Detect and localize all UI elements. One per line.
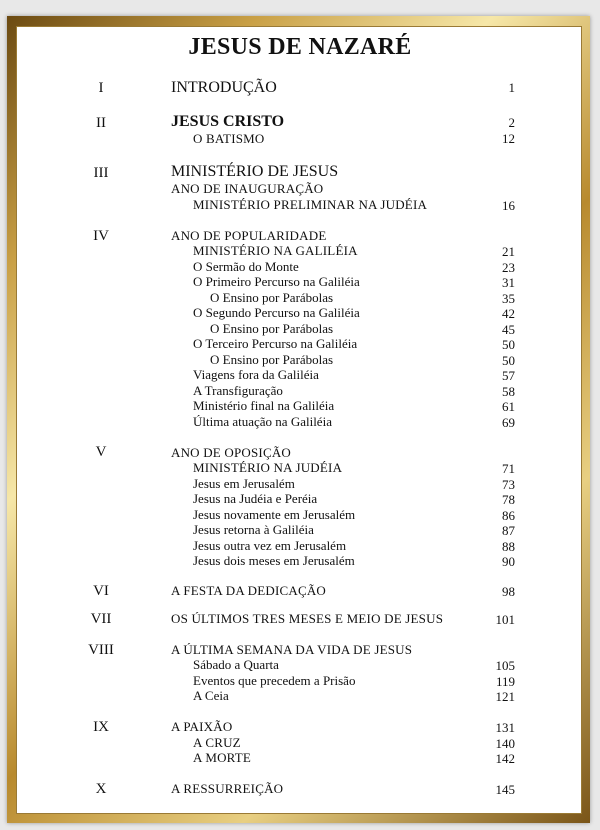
toc-entry: A CRUZ: [193, 735, 241, 750]
chapter-title: ANO DE OPOSIÇÃO: [171, 445, 292, 460]
toc-entry: Jesus outra vez em Jerusalém: [193, 538, 347, 553]
page-number: 90: [502, 554, 515, 569]
page-number: 71: [502, 461, 515, 476]
toc-entry: MINISTÉRIO NA JUDÉIA: [193, 460, 343, 475]
page-number: 42: [502, 306, 515, 321]
chapter-title: INTRODUÇÃO: [171, 79, 277, 96]
page-number: 78: [502, 492, 515, 507]
page-number: 21: [502, 244, 515, 259]
chapter-number: III: [93, 165, 109, 181]
page-number: 101: [495, 612, 515, 627]
section-subtitle: ANO DE INAUGURAÇÃO: [171, 181, 324, 196]
chapter-title: A PAIXÃO: [171, 719, 233, 734]
toc-entry: Jesus novamente em Jerusalém: [193, 507, 356, 522]
page-number: 73: [502, 477, 515, 492]
page-number: 88: [502, 539, 515, 554]
chapter-title: A RESSURREIÇÃO: [171, 781, 284, 796]
chapter-title: MINISTÉRIO DE JESUS: [171, 163, 339, 180]
page-number: 61: [502, 399, 515, 414]
page-number: 35: [502, 291, 515, 306]
toc-entry: Última atuação na Galiléia: [193, 414, 332, 429]
toc-entry: O Terceiro Percurso na Galiléia: [193, 336, 358, 351]
page-number: 1: [508, 80, 515, 95]
toc-entry: O Ensino por Parábolas: [210, 352, 334, 367]
toc-entry: A Ceia: [193, 688, 229, 703]
chapter-number: IX: [93, 719, 109, 735]
toc-entry: O Segundo Percurso na Galiléia: [193, 305, 360, 320]
chapter-number: X: [95, 781, 107, 797]
toc-entry: Sábado a Quarta: [193, 657, 279, 672]
page-number: 98: [502, 584, 515, 599]
page-number: 145: [495, 782, 515, 797]
toc-entry: MINISTÉRIO PRELIMINAR NA JUDÉIA: [193, 197, 428, 212]
chapter-number: II: [96, 115, 106, 131]
chapter-title: ANO DE POPULARIDADE: [171, 228, 327, 243]
chapter-number: VI: [93, 583, 109, 599]
toc-entry: MINISTÉRIO NA GALILÉIA: [193, 243, 358, 258]
page-number: 105: [495, 658, 515, 673]
page-number: 131: [495, 720, 515, 735]
page-number: 121: [495, 689, 515, 704]
chapter-number: I: [98, 80, 104, 96]
toc-entry: A MORTE: [193, 750, 252, 765]
chapter-title: OS ÚLTIMOS TRES MESES E MEIO DE JESUS: [171, 611, 444, 626]
page-number: 119: [495, 674, 515, 689]
toc-entry: O Sermão do Monte: [193, 259, 299, 274]
toc-entry: O Ensino por Parábolas: [210, 290, 334, 305]
page-number: 16: [502, 198, 515, 213]
page-number: 142: [495, 751, 515, 766]
toc-entry: Jesus na Judéia e Peréia: [193, 491, 318, 506]
page-number: 31: [502, 275, 515, 290]
chapter-title: A ÚLTIMA SEMANA DA VIDA DE JESUS: [171, 642, 413, 657]
toc-entry: O Ensino por Parábolas: [210, 321, 334, 336]
page-title: JESUS DE NAZARÉ: [188, 34, 412, 60]
toc-entry: Jesus em Jerusalém: [193, 476, 295, 491]
toc-entry: Jesus dois meses em Jerusalém: [193, 553, 355, 568]
toc-entry: A Transfiguração: [193, 383, 283, 398]
page-number: 57: [502, 368, 515, 383]
page-number: 86: [502, 508, 515, 523]
toc-entry: Jesus retorna à Galiléia: [193, 522, 314, 537]
page-number: 12: [502, 131, 515, 146]
chapter-number: VII: [90, 611, 112, 627]
page-number: 140: [495, 736, 515, 751]
chapter-number: IV: [93, 228, 109, 244]
chapter-number: VIII: [88, 642, 114, 658]
chapter-title: A FESTA DA DEDICAÇÃO: [171, 583, 327, 598]
toc-entry: Viagens fora da Galiléia: [193, 367, 319, 382]
page-number: 87: [502, 523, 515, 538]
toc-entry: O Primeiro Percurso na Galiléia: [193, 274, 360, 289]
chapter-number: V: [95, 444, 107, 460]
page-number: 58: [502, 384, 515, 399]
page-number: 50: [502, 353, 515, 368]
toc-entry: O BATISMO: [193, 131, 265, 146]
page-number: 45: [502, 322, 515, 337]
page-number: 69: [502, 415, 515, 430]
page-number: 50: [502, 337, 515, 352]
chapter-title: JESUS CRISTO: [171, 113, 285, 130]
page-number: 2: [508, 115, 515, 130]
toc-entry: Ministério final na Galiléia: [193, 398, 335, 413]
page-number: 23: [502, 260, 515, 275]
toc-entry: Eventos que precedem a Prisão: [193, 673, 356, 688]
